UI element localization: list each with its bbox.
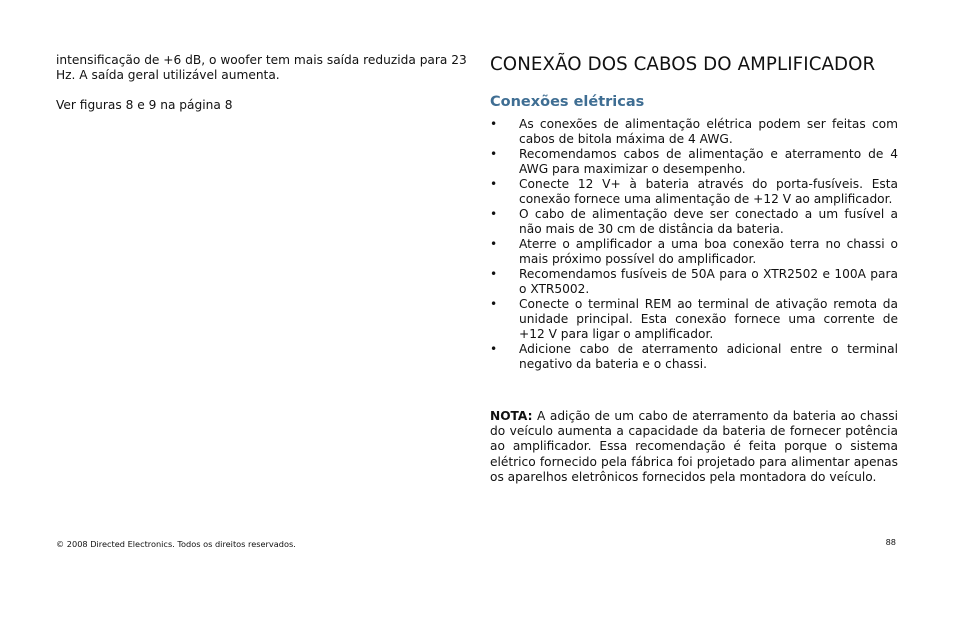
- figure-reference: Ver figuras 8 e 9 na página 8: [56, 98, 233, 112]
- bullet-icon: •: [490, 147, 498, 161]
- list-item-text: O cabo de alimentação deve ser conectado a um fusível a não mais de 30 cm de distância da bateria.: [519, 207, 898, 236]
- list-item: [490, 207, 898, 237]
- list-item-text: Adicione cabo de aterramento adicional entre o terminal negativo da bateria e o chassi.: [519, 342, 898, 371]
- bullet-icon: •: [490, 207, 498, 221]
- list-item-text: Conecte o terminal REM ao terminal de ativação remota da unidade principal. Esta conexão fornece uma corrente de +12 V para ligar o amplificador.: [519, 297, 898, 341]
- bullet-icon: •: [490, 342, 498, 356]
- list-item: [490, 117, 898, 147]
- left-paragraph: intensificação de +6 dB, o woofer tem mais saída reduzida para 23 Hz. A saída geral utilizável aumenta.: [56, 53, 467, 82]
- list-item: [490, 297, 898, 342]
- bullet-icon: •: [490, 177, 498, 191]
- list-item: [490, 147, 898, 177]
- note-text: A adição de um cabo de aterramento da bateria ao chassi do veículo aumenta a capacidade da bateria de fornecer potência ao amplificador. Essa recomendação é feita porque o sistema elétrico fornecido pela fábrica foi projetado para alimentar apenas os aparelhos eletrônicos fornecidos pela montadora do veículo.: [490, 409, 898, 484]
- bullet-list: [490, 117, 898, 372]
- list-item: [490, 177, 898, 207]
- section-title: CONEXÃO DOS CABOS DO AMPLIFICADOR: [490, 54, 876, 75]
- list-item-text: As conexões de alimentação elétrica podem ser feitas com cabos de bitola máxima de 4 AWG.: [519, 117, 898, 146]
- list-item: [490, 342, 898, 372]
- right-column: [490, 54, 898, 485]
- left-column: [56, 53, 470, 113]
- list-item-text: Recomendamos cabos de alimentação e aterramento de 4 AWG para maximizar o desempenho.: [519, 147, 898, 176]
- bullet-icon: •: [490, 297, 498, 311]
- copyright-footer: © 2008 Directed Electronics. Todos os direitos reservados.: [56, 539, 296, 549]
- page-number: 88: [885, 537, 896, 547]
- list-item-text: Conecte 12 V+ à bateria através do porta-fusíveis. Esta conexão fornece uma alimentação de +12 V ao amplificador.: [519, 177, 898, 206]
- list-item-text: Aterre o amplificador a uma boa conexão terra no chassi o mais próximo possível do amplificador.: [519, 237, 898, 266]
- note-label: NOTA:: [490, 409, 533, 423]
- bullet-icon: •: [490, 117, 498, 131]
- list-item-text: Recomendamos fusíveis de 50A para o XTR2502 e 100A para o XTR5002.: [519, 267, 898, 296]
- note-paragraph: [490, 409, 898, 485]
- bullet-icon: •: [490, 237, 498, 251]
- bullet-icon: •: [490, 267, 498, 281]
- list-item: [490, 267, 898, 297]
- list-item: [490, 237, 898, 267]
- subsection-title: Conexões elétricas: [490, 94, 645, 110]
